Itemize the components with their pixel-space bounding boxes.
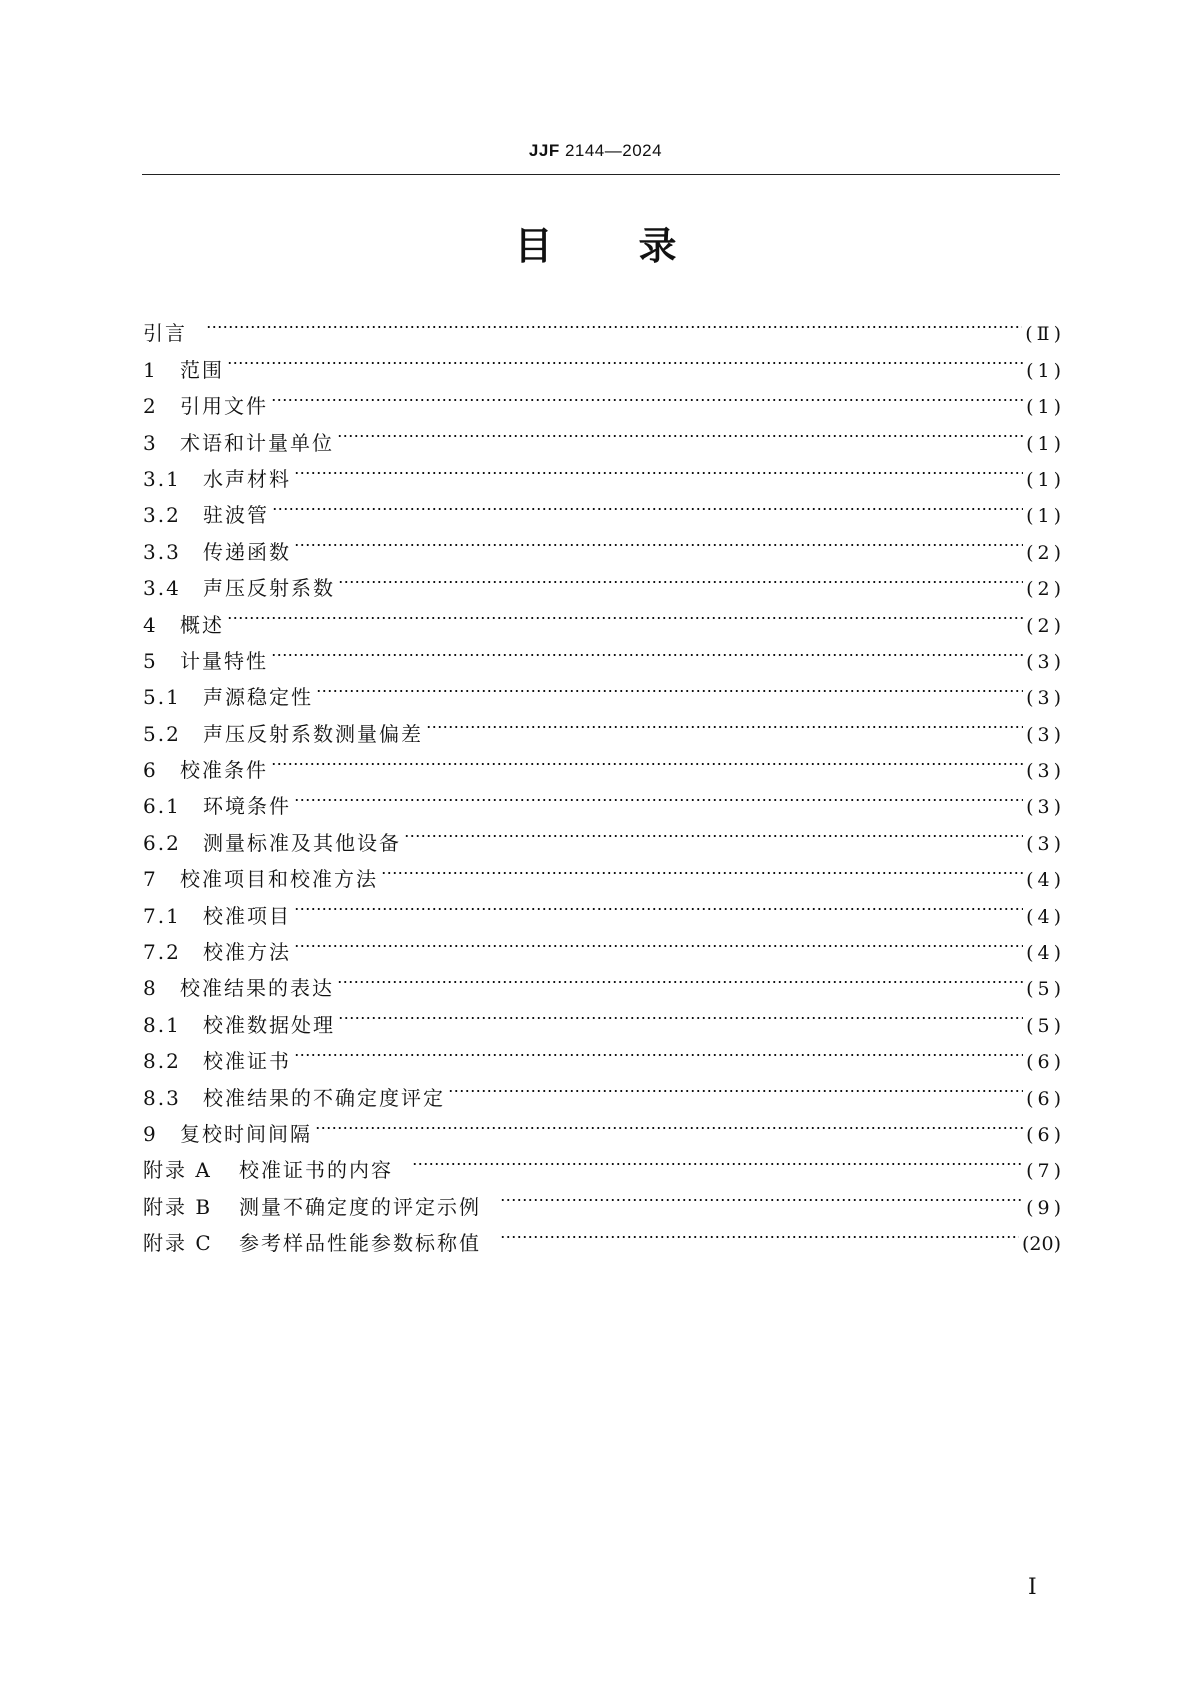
toc-entry-page-number: 2 — [1037, 614, 1050, 637]
toc-leader-dots — [316, 668, 1023, 704]
toc-entry-number: 2 — [143, 394, 158, 419]
page-title-char-1: 目 — [514, 224, 553, 268]
toc-entry-page-number: 1 — [1037, 468, 1050, 491]
toc-entry-page-number: 9 — [1037, 1196, 1050, 1219]
toc-entry-page: ( 7 ) — [1026, 1160, 1061, 1183]
toc-entry[interactable] — [143, 777, 1061, 819]
toc-entry-number: 3.2 — [143, 503, 181, 528]
toc-entry-label: 引言 — [143, 321, 187, 346]
toc-leader-dots — [294, 1032, 1023, 1068]
toc-entry-label: 校准项目和校准方法 — [180, 867, 378, 892]
toc-entry-page: ( 6 ) — [1026, 1087, 1061, 1110]
toc-entry-number: 7 — [143, 867, 158, 892]
toc-leader-dots — [294, 522, 1023, 558]
toc-leader-dots — [500, 1177, 1023, 1213]
toc-entry-page: ( 5 ) — [1026, 1014, 1061, 1037]
toc-leader-dots — [500, 1214, 1019, 1250]
toc-entry-label: 概述 — [180, 612, 224, 637]
toc-entry-page-number: 3 — [1037, 650, 1050, 673]
toc-leader-dots — [294, 886, 1023, 922]
toc-entry-page: ( 4 ) — [1026, 942, 1061, 965]
toc-entry-number: 6.2 — [143, 830, 181, 855]
toc-entry-label: 引用文件 — [180, 394, 268, 419]
toc-entry-number: 5.1 — [143, 685, 181, 710]
toc-entry-page-number: 1 — [1037, 396, 1050, 419]
toc-leader-dots — [404, 813, 1023, 849]
toc-entry-page: ( 3 ) — [1026, 832, 1061, 855]
toc-entry-label: 环境条件 — [203, 794, 291, 819]
toc-entry-number: 5 — [143, 648, 158, 673]
toc-entry-number: 9 — [143, 1121, 158, 1146]
toc-entry-label: 术语和计量单位 — [180, 430, 334, 455]
toc-entry-label: 传递函数 — [203, 539, 291, 564]
toc-entry-label: 校准证书的内容 — [239, 1158, 393, 1183]
standard-series: JJF — [528, 141, 560, 160]
toc-entry-number: 3 — [143, 430, 158, 455]
toc-entry-page: ( 5 ) — [1026, 978, 1061, 1001]
toc-entry-number: 附录 C — [143, 1231, 213, 1256]
toc-entry-page-number: 4 — [1037, 942, 1050, 965]
toc-entry-page: ( 3 ) — [1026, 796, 1061, 819]
toc-leader-dots — [294, 923, 1023, 959]
toc-leader-dots — [271, 632, 1023, 668]
toc-entry-page-number: 6 — [1037, 1123, 1050, 1146]
toc-entry[interactable] — [143, 377, 1061, 419]
toc-entry-label: 声压反射系数测量偏差 — [203, 721, 423, 746]
toc-entry-number: 7.2 — [143, 940, 181, 965]
toc-entry-number: 7.1 — [143, 903, 181, 928]
toc-entry-page: ( 6 ) — [1026, 1123, 1061, 1146]
toc-entry-number: 6 — [143, 758, 158, 783]
toc-leader-dots — [448, 1068, 1023, 1104]
toc-entry[interactable] — [143, 413, 1061, 455]
toc-entry[interactable] — [143, 632, 1061, 673]
toc-leader-dots — [426, 704, 1023, 740]
toc-entry-number: 8.2 — [143, 1049, 181, 1074]
toc-entry-page-number: 6 — [1037, 1051, 1050, 1074]
toc-entry-page: ( 9 ) — [1026, 1196, 1061, 1219]
toc-entry-label: 参考样品性能参数标称值 — [239, 1231, 481, 1256]
running-header — [0, 141, 1191, 161]
toc-entry-label: 声源稳定性 — [203, 685, 313, 710]
toc-entry[interactable] — [143, 304, 1061, 346]
toc-entry-page: ( 1 ) — [1026, 505, 1061, 528]
toc-entry-label: 校准方法 — [203, 940, 291, 965]
toc-entry-label: 校准项目 — [203, 903, 291, 928]
toc-leader-dots — [227, 340, 1023, 376]
toc-entry-number: 3.3 — [143, 539, 181, 564]
toc-entry[interactable] — [143, 668, 1061, 710]
toc-entry-number: 4 — [143, 612, 158, 637]
toc-entry-page: ( 2 ) — [1026, 614, 1061, 637]
toc-entry-page: ( 3 ) — [1026, 723, 1061, 746]
toc-entry-label: 校准数据处理 — [203, 1012, 335, 1037]
toc-entry-label: 声压反射系数 — [203, 576, 335, 601]
toc-entry-label: 计量特性 — [180, 648, 268, 673]
toc-entry-page-number: 3 — [1037, 723, 1050, 746]
toc-entry-page: ( Ⅱ ) — [1025, 323, 1061, 346]
toc-entry-number: 附录 B — [143, 1194, 213, 1219]
toc-entry-page-number: 5 — [1037, 1014, 1050, 1037]
toc-entry-page-number: 20 — [1029, 1233, 1054, 1256]
toc-entry-label: 测量标准及其他设备 — [203, 830, 401, 855]
header-rule — [142, 174, 1060, 175]
toc-entry-page: ( 4 ) — [1026, 869, 1061, 892]
toc-entry-page-number: Ⅱ — [1036, 323, 1050, 346]
toc-entry-label: 校准条件 — [180, 758, 268, 783]
toc-leader-dots — [272, 486, 1023, 522]
toc-entry-label: 校准证书 — [203, 1049, 291, 1074]
toc-entry-number: 6.1 — [143, 794, 181, 819]
toc-entry-page-number: 3 — [1037, 796, 1050, 819]
page-title — [0, 222, 1191, 270]
toc-leader-dots — [412, 1141, 1023, 1177]
toc-entry-label: 校准结果的不确定度评定 — [203, 1085, 445, 1110]
page-folio: I — [1028, 1575, 1037, 1600]
toc-entry-page-number: 6 — [1037, 1087, 1050, 1110]
toc-entry-page-number: 2 — [1037, 541, 1050, 564]
toc-entry-page: ( 2 ) — [1026, 578, 1061, 601]
toc-entry-number: 8 — [143, 976, 158, 1001]
toc-entry[interactable] — [143, 486, 1061, 528]
toc-entry-page: ( 4 ) — [1026, 905, 1061, 928]
toc-entry-page: ( 3 ) — [1026, 760, 1061, 783]
toc-entry-page: ( 1 ) — [1026, 359, 1061, 382]
toc-leader-dots — [337, 959, 1023, 995]
toc-entry-label: 范围 — [180, 357, 224, 382]
toc-entry[interactable] — [143, 741, 1061, 783]
toc-entry-page: ( 3 ) — [1026, 687, 1061, 710]
toc-entry-page: ( 6 ) — [1026, 1051, 1061, 1074]
toc-entry[interactable] — [143, 595, 1061, 637]
toc-entry-label: 复校时间间隔 — [180, 1121, 312, 1146]
toc-entry-number: 5.2 — [143, 721, 181, 746]
toc-entry-page-number: 3 — [1037, 832, 1050, 855]
toc-entry-page-number: 2 — [1037, 578, 1050, 601]
toc-leader-dots — [206, 304, 1022, 340]
toc-leader-dots — [381, 850, 1023, 886]
toc-entry-number: 附录 A — [143, 1158, 212, 1183]
toc-entry-number: 3.1 — [143, 466, 181, 491]
toc-entry-page: ( 1 ) — [1026, 432, 1061, 455]
toc-leader-dots — [227, 595, 1023, 631]
toc-leader-dots — [294, 777, 1023, 813]
toc-entry-number: 8.1 — [143, 1012, 181, 1037]
toc-leader-dots — [337, 413, 1023, 449]
table-of-contents — [143, 304, 1061, 1256]
toc-entry-page-number: 1 — [1037, 505, 1050, 528]
toc-entry-page-number: 3 — [1037, 760, 1050, 783]
standard-number: 2144—2024 — [564, 141, 663, 160]
toc-entry-page-number: 7 — [1037, 1160, 1050, 1183]
toc-entry-page: ( 1 ) — [1026, 468, 1061, 491]
toc-leader-dots — [338, 559, 1023, 595]
toc-entry[interactable] — [143, 522, 1061, 564]
toc-entry-page-number: 1 — [1037, 359, 1050, 382]
toc-entry-label: 校准结果的表达 — [180, 976, 334, 1001]
toc-entry-page-number: 4 — [1037, 869, 1050, 892]
toc-entry-page: ( 1 ) — [1026, 396, 1061, 419]
toc-leader-dots — [271, 741, 1023, 777]
toc-entry-number: 8.3 — [143, 1085, 181, 1110]
toc-entry-page: ( 3 ) — [1026, 650, 1061, 673]
toc-leader-dots — [315, 1105, 1023, 1141]
page-title-char-2: 录 — [638, 224, 677, 268]
toc-entry-label: 测量不确定度的评定示例 — [239, 1194, 481, 1219]
toc-leader-dots — [294, 450, 1023, 486]
toc-entry-label: 水声材料 — [203, 466, 291, 491]
toc-leader-dots — [338, 995, 1023, 1031]
toc-entry-page-number: 3 — [1037, 687, 1050, 710]
toc-entry-number: 1 — [143, 357, 158, 382]
toc-entry-page: ( 2 ) — [1026, 541, 1061, 564]
toc-entry-page: (20) — [1021, 1233, 1061, 1256]
toc-entry-page-number: 4 — [1037, 905, 1050, 928]
toc-entry-number: 3.4 — [143, 576, 181, 601]
toc-entry-page-number: 5 — [1037, 978, 1050, 1001]
toc-leader-dots — [271, 377, 1023, 413]
toc-entry-label: 驻波管 — [203, 503, 269, 528]
toc-entry[interactable] — [143, 340, 1061, 382]
toc-entry-page-number: 1 — [1037, 432, 1050, 455]
